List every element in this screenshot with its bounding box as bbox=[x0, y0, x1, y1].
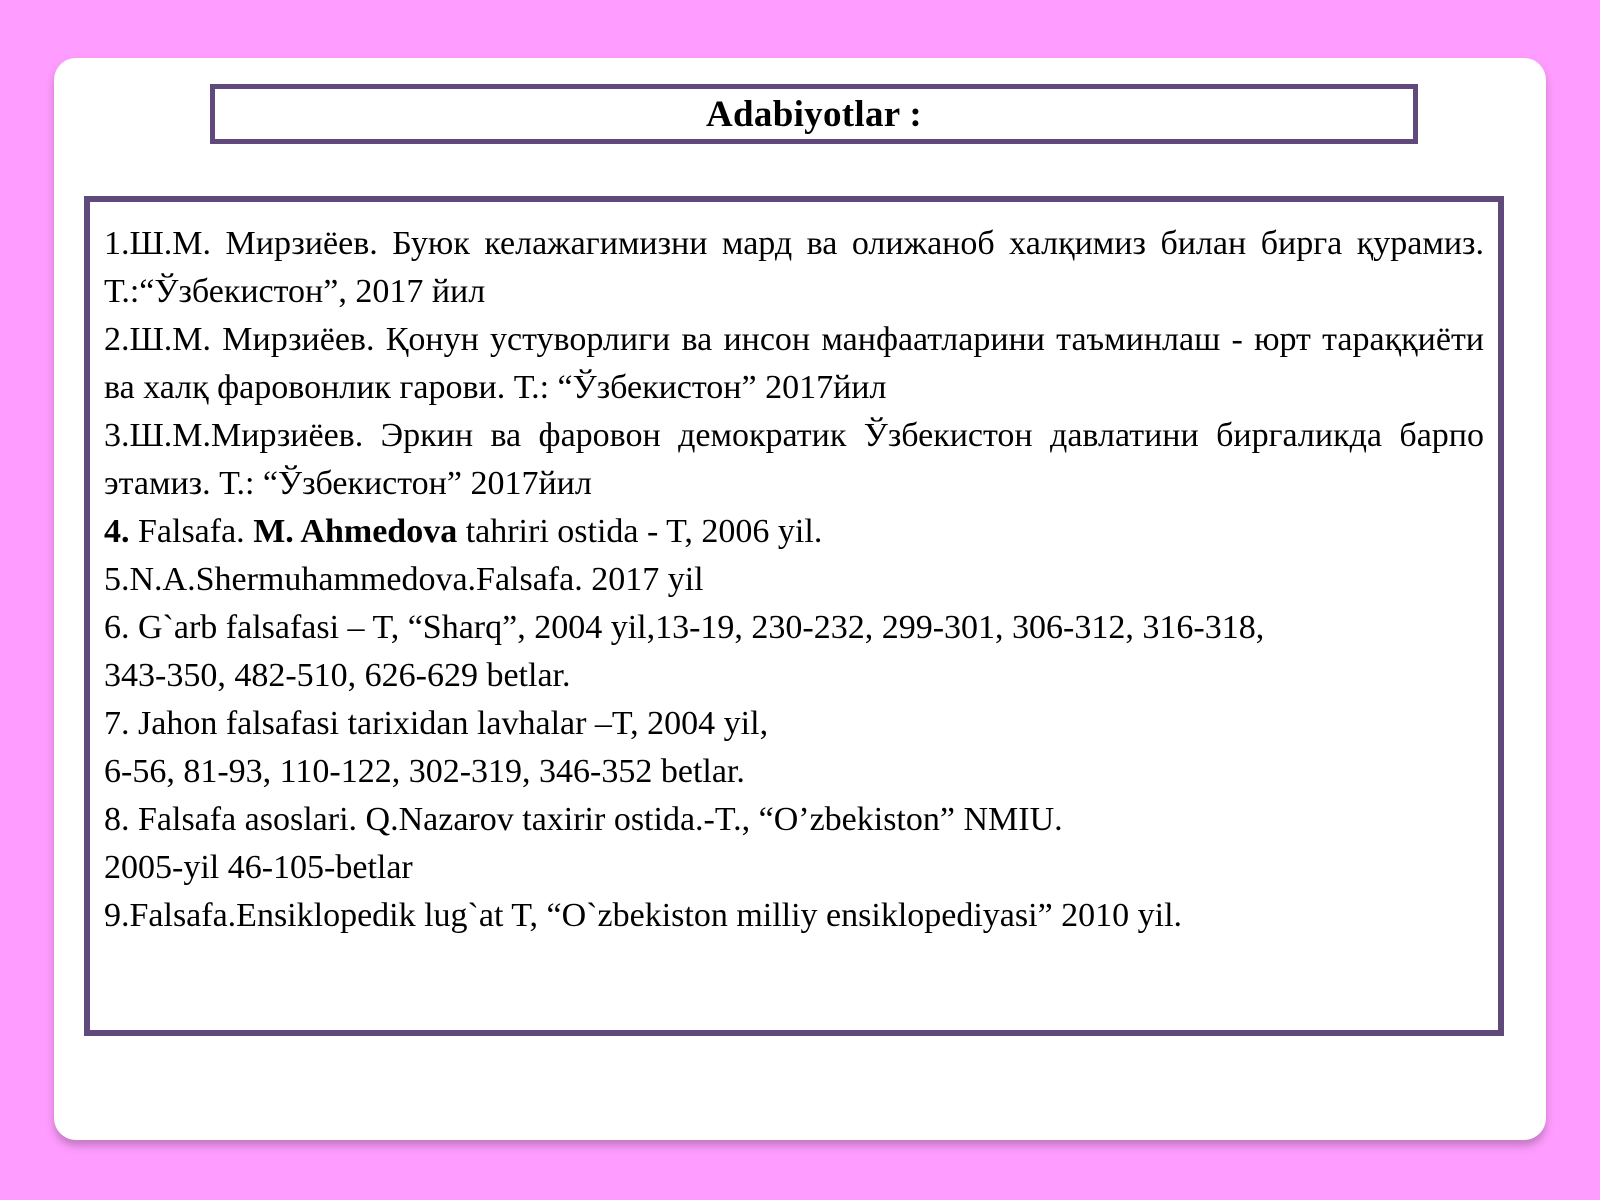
reference-item-1: 1.Ш.М. Мирзиёев. Буюк келажагимизни мард ва олижаноб халқимиз билан бирга қурамиз. Т.:“Ўзбекистон”, 2017 йил bbox=[104, 225, 1484, 310]
reference-item-6 bbox=[104, 604, 1484, 700]
slide bbox=[54, 58, 1546, 1140]
title-box bbox=[210, 84, 1418, 144]
reference-item-9: 9.Falsafa.Ensiklopedik lug`at T, “O`zbekiston milliy ensiklopediyasi” 2010 yil. bbox=[104, 897, 1183, 934]
reference-item-5: 5.N.A.Shermuhammedova.Falsafa. 2017 yil bbox=[104, 561, 704, 598]
reference-6-line-1: 6. G`arb falsafasi – T, “Sharq”, 2004 yil,13-19, 230-232, 299-301, 306-312, 316-318, bbox=[104, 609, 1265, 646]
reference-4-author: M. Ahmedova bbox=[253, 513, 458, 550]
reference-item-8 bbox=[104, 796, 1484, 892]
reference-6-line-2: 343-350, 482-510, 626-629 betlar. bbox=[104, 657, 571, 694]
reference-4-rest: tahriri ostida - T, 2006 yil. bbox=[457, 513, 823, 550]
reference-8-line-1: 8. Falsafa asoslari. Q.Nazarov taxirir ostida.-T., “O’zbekiston” NMIU. bbox=[104, 801, 1063, 838]
reference-item-3: 3.Ш.М.Мирзиёев. Эркин ва фаровон демократик Ўзбекистон давлатини биргаликда барпо этамиз. Т.: “Ўзбекистон” 2017йил bbox=[104, 417, 1484, 502]
references-list bbox=[104, 220, 1484, 940]
reference-item-4 bbox=[104, 508, 1484, 556]
reference-7-line-1: 7. Jahon falsafasi tarixidan lavhalar –T, 2004 yil, bbox=[104, 705, 769, 742]
slide-title: Adabiyotlar : bbox=[706, 93, 922, 135]
reference-4-number: 4. bbox=[104, 513, 130, 550]
reference-8-line-2: 2005-yil 46-105-betlar bbox=[104, 849, 413, 886]
reference-7-line-2: 6-56, 81-93, 110-122, 302-319, 346-352 betlar. bbox=[104, 753, 745, 790]
reference-item-2: 2.Ш.М. Мирзиёев. Қонун устуворлиги ва инсон манфаатларини таъминлаш - юрт тараққиёти ва халқ фаровонлик гарови. Т.: “Ўзбекистон” 2017йил bbox=[104, 321, 1484, 406]
reference-item-7 bbox=[104, 700, 1484, 796]
references-box bbox=[84, 196, 1504, 1036]
reference-4-title: Falsafa. bbox=[129, 513, 254, 550]
